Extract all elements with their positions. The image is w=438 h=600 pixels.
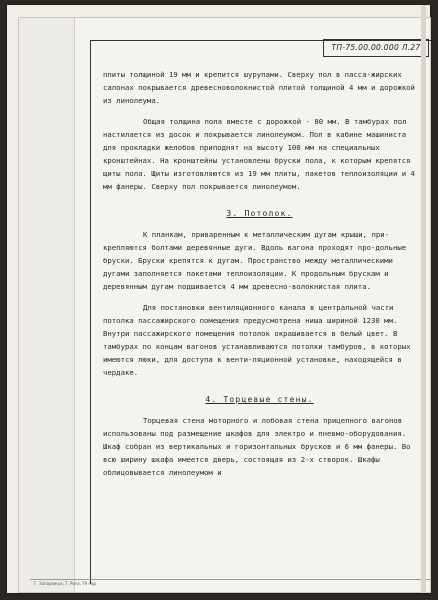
paragraph-3: К планкам, приваренным к металлическим дугам крыши, при-крепляются болтами деревянные дуги. Вдоль вагона проходят про-дольные бруски. Бруски крепятся к дугам. Пространство между металлическими дугами заполняется пакетами теплоизоляции. К продольным брускам и деревянным дугам подшивается 4 мм древесно-волокнистая плита. bbox=[103, 230, 407, 291]
binding-strip bbox=[19, 18, 75, 592]
sheet-edge bbox=[421, 5, 426, 593]
body-text bbox=[103, 68, 416, 479]
tracing-paper bbox=[18, 17, 431, 593]
print-footer: Г. Запорожье, Т. Рига, 79 год bbox=[34, 581, 96, 586]
bottom-rule bbox=[30, 579, 430, 580]
paragraph-4: Для постановки вентиляционного канала в центральной части потолка пассажирского помещения предусмотрена ниша шириной 1230 мм. Внутри пассажирского помещения потолок окрашивается в белый цвет. В тамбурах по концам вагонов устанавливаются потолки тамбуров, в которых имеются люки, для доступа к венти-ляционной установке, находящейся в чердаке. bbox=[103, 303, 411, 377]
paragraph-5: Торцевая стена моторного и лобовая стена прицепного вагонов использованы под размещение шкафов для электро и пневмо-оборудования. Шкаф собран из вертикальных и горизонтальных брусков и 6 мм фанеры. Во всю ширину шкафа имеется дверь, состоящая из 2-х створок. Шкафы облицовывается линолеумом и bbox=[103, 416, 411, 477]
document-sheet bbox=[7, 5, 430, 593]
sheet-stamp: ТП-75.00.00.000 Л.27 bbox=[323, 39, 429, 57]
paragraph-2: Общая толщина пола вместе с дорожкой - 80 мм. В тамбурах пол настилается из досок и покрывается линолеумом. Пол в кабине машиниста для прокладки желобов приподнят на высоту 100 мм на специальных кронштейнах. На кронштейны установлены бруски пола, к которым крепятся щиты пола. Щиты изготовляются из 19 мм плиты, пакетов теплоизоляции и 4 мм фанеры. Сверху пол покрывается линолеумом. bbox=[103, 117, 415, 191]
paragraph-1: плиты толщиной 19 мм и крепится шурупами. Сверху пол в пасса-жирских салонах покрывается древесноволокнистой плитой толщиной 4 мм и дорожкой из линолеума. bbox=[103, 70, 415, 105]
section-3-heading: 3. Потолок. bbox=[226, 209, 293, 218]
section-4-heading: 4. Торцевые стены. bbox=[205, 395, 314, 404]
